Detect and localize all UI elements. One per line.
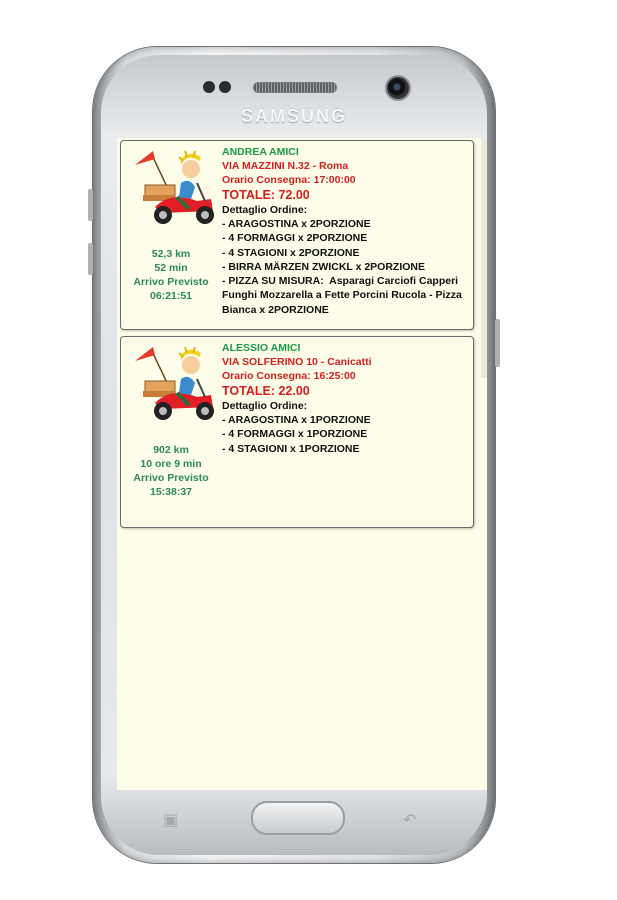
- eta-label: Arrivo Previsto: [133, 472, 209, 484]
- order-details: [222, 341, 472, 456]
- order-item: - BIRRA MÄRZEN ZWICKL x 2PORZIONE: [222, 260, 426, 273]
- brand-logo: SAMSUNG: [240, 106, 347, 126]
- order-item: - 4 FORMAGGI x 1PORZIONE: [222, 428, 368, 441]
- eta-time: 15:38:37: [149, 486, 193, 498]
- back-arrow-icon[interactable]: ↶: [403, 812, 417, 829]
- order-card[interactable]: [120, 140, 474, 330]
- eta-label: Arrivo Previsto: [133, 276, 209, 288]
- order-total: TOTALE: 22.00: [222, 384, 310, 398]
- eta-time: 06:21:51: [149, 290, 193, 302]
- order-detail-title: Dettaglio Ordine:: [222, 400, 308, 412]
- app-screen[interactable]: [117, 138, 487, 790]
- delivery-scooter-icon: [131, 343, 221, 427]
- order-item: - 4 STAGIONI x 2PORZIONE: [222, 246, 360, 259]
- delivery-scooter-icon: [131, 147, 221, 231]
- volume-down-button: [88, 243, 93, 275]
- customer-address: VIA SOLFERINO 10 - Canicatti: [222, 356, 372, 368]
- duration-text: 52 min: [154, 262, 188, 274]
- order-item: - PIZZA SU MISURA: Asparagi Carciofi Capperi Funghi Mozzarella a Fette Porcini Rucola - Pizza Bianca x 2PORZIONE: [222, 275, 465, 316]
- route-stats: [121, 247, 221, 303]
- order-detail-title: Dettaglio Ordine:: [222, 204, 308, 216]
- phone-frame: [93, 47, 495, 863]
- route-stats: [121, 443, 221, 499]
- volume-up-button: [88, 189, 93, 221]
- order-total: TOTALE: 72.00: [222, 188, 310, 202]
- phone-body: [101, 55, 487, 855]
- proximity-sensor: [203, 81, 215, 93]
- order-item: - ARAGOSTINA x 2PORZIONE: [222, 218, 371, 230]
- duration-text: 10 ore 9 min: [140, 458, 202, 470]
- delivery-time: Orario Consegna: 17:00:00: [222, 174, 356, 186]
- customer-name: ANDREA AMICI: [222, 146, 299, 158]
- recent-apps-icon[interactable]: ▣: [163, 812, 179, 829]
- home-button[interactable]: [251, 801, 345, 835]
- power-button: [495, 319, 500, 367]
- scrollbar[interactable]: [481, 138, 487, 378]
- light-sensor: [219, 81, 231, 93]
- order-card[interactable]: [120, 336, 474, 528]
- order-item: - 4 STAGIONI x 1PORZIONE: [222, 442, 360, 455]
- order-item: - 4 FORMAGGI x 2PORZIONE: [222, 232, 368, 245]
- distance-text: 52,3 km: [151, 248, 191, 260]
- delivery-time: Orario Consegna: 16:25:00: [222, 370, 356, 382]
- distance-text: 902 km: [153, 444, 189, 456]
- customer-name: ALESSIO AMICI: [222, 342, 301, 354]
- order-details: [222, 145, 472, 317]
- earpiece-speaker: [253, 82, 337, 93]
- front-camera: [385, 75, 411, 101]
- order-item: - ARAGOSTINA x 1PORZIONE: [222, 414, 371, 426]
- customer-address: VIA MAZZINI N.32 - Roma: [222, 160, 349, 172]
